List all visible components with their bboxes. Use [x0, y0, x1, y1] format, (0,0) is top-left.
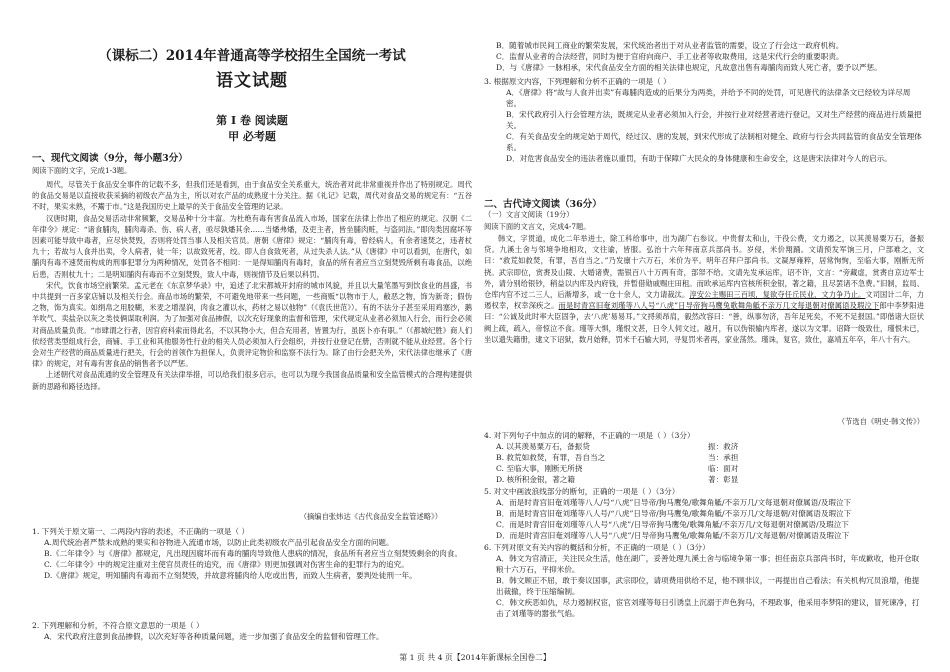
passage-source: （摘编自张炜达《古代食品安全监管述略》）: [299, 512, 442, 521]
question-2: [32, 620, 472, 642]
passage-paragraph-4: 上述朝代对食品流通的安全管理及有关法律举措，可以给我们很多启示，也可以为现今我国食品质量和安全监管模式的合理构建提供新的思路和路径选择。: [32, 370, 472, 391]
section2-instruction: 阅读下面的文言文，完成4-7题。: [484, 222, 591, 231]
question-2-option-d: D．与《唐律》一脉相承，宋代食品安全方面的相关法律也规定，凡故意出售有毒脯肉而致人死亡者，要予以严惩。: [496, 63, 882, 72]
passage-part-2: 文司国计二年，力遏权幸，权幸深疾之。: [484, 290, 925, 311]
question-2-stem: 2. 下列理解和分析，不符合原文意思的一项是（ ）: [32, 621, 204, 630]
question-6-stem: 6. 下列对原文有关内容的概括和分析，不正确的一项是（ ）（3分）: [484, 543, 710, 552]
volume-title: 第 I 卷 阅读题: [216, 114, 288, 127]
section1-heading: 一、现代文阅读（9分，每小题3分）: [32, 153, 188, 164]
question-6: [484, 542, 924, 619]
question-1-option-c: C.《二年律令》中的规定注重对主使官员责任的追究，而《唐律》则更加强调对伤害生命的犯罪行为的追究。: [44, 560, 409, 569]
classical-passage: [484, 233, 924, 345]
passage-paragraph-2: 汉唐时期，食品交易活动非常频繁，交易品种十分丰富。为杜绝有毒有害食品流入市场，国家在法律上作出了相应的规定。汉朝《二年律令》规定：“诸食脯肉，脯肉毒杀、伤、病人者，亟尽孰燔其余……当燔弗燔，及吏主者，皆坐脯肉赃，与盗同法。”即肉类因腐坏等因素可能导致中毒者，应尽快焚毁，否则将处罚当事人及相关官员。唐朝《唐律》规定：“脯肉有毒，曾经病人，有余者速焚之，违者杖九十；若故与人食并出卖，令人病者，徒一年；以故致死者，绞。即人自食致死者，从过失杀人法。”从《唐律》中可以看到，在唐代，如脯肉有毒不速焚而构成的刑事犯罪分为两种情况，处罚各不相同：一是得知脯肉有毒时，食品的所有者应当立刻焚毁所剩有毒食品，以绝后患，否则杖九十；二是明知脯肉有毒而不立刻焚毁，致人中毒，则视情节及后果以科罚。: [32, 213, 472, 279]
question-4-options: [484, 441, 924, 485]
exam-title: （课标二）2014年普通高等学校招生全国统一考试: [98, 48, 406, 64]
question-2-option-a: A．宋代政府注意到食品掺假，以次充好等各种质量问题，进一步加强了食品安全的监督和管理工作。: [44, 632, 384, 641]
question-3-stem: 3. 根据原文内容，下列理解和分析不正确的一项是（ ）: [484, 77, 671, 86]
question-6-option-c: C．韩文疾恶如仇，尽力遏制权宦，宦官刘瑾等每日引诱皇上沉溺于声色狗马，不理政事，他采用李梦阳的建议，冒死谏净，打击了刘瑾等的嚣张气焰。: [496, 598, 920, 618]
passage-paragraph-1: 周代，尽管关于食品安全事件的记载不多，但我们还是看到，由于食品安全关系重大，统治者对此非常重视并作出了特别规定。周代的食品交易是以直接收获采摘的初级农产品为主，所以对农产品的成熟度十分关注。据《礼记》记载，周代对食品交易的规定有：“五谷不时，果实未熟，不鬻于市。”这是我国历史上最早的关于食品安全管理的记录。: [32, 180, 472, 212]
question-1-option-b: B.《二年律令》与《唐律》都规定，凡出现因腐坏而有毒的脯肉导致他人患病的情况，食品所有者应当立刻焚毁剩余的肉食。: [44, 549, 463, 558]
question-6-option-b: B．韩文顾正不屈，敢于奏议国事，武宗即位，请项费用供给不足，他不顾非议，一再提出自己看法；有关机构冗员浪增，他提出裁撤，终于压缩编制。: [496, 576, 920, 596]
reading-passage: [32, 179, 472, 392]
question-2-continued: [484, 40, 924, 73]
subject-title: 语文试题: [216, 71, 288, 91]
question-5-option-b: B．而是时青宫旧奄刘瑾等八人号/“八虎”日导帝/狗马鹰兔/歌舞角觝/不亲万几/文每退朝/对僚属语及瑕泣下: [496, 509, 852, 518]
question-5-option-a: A．而是时青宫旧奄刘瑾等八人/号“八虎”日导帝/狗马鹰兔/歌舞角觝/不亲万几/文每退朝对僚属语/及瑕泣下: [496, 498, 852, 507]
passage-part-1: 韩文，字贯道，成化二年举进士，除工科给事中，出为湖广右参议。中贵督太和山，干役公费，文力遏之，以其羡易粟万石，备振贷。九溪土舍与邻境争地相攻，文往谕，皆服。弘治十六年拜南京兵部尚书。岁侵，米价翔踊。文请预发军饷三月，户部难之，文曰：“救荒如救焚，有罪，吾自当之。”乃发廪十六万石，米价为平。明年召拜户部尚书。文凝厚雍粹，居常恂恂，至临大事，刚断无所挠。武宗即位，赏赉及山陵、大婚诸费，需银百八十万两有奇，部帑不给。文请先发承运库，诏不许，文言：“旁藏虚，赏赉自京边军士外，请分别给银钞，稍益以内库及内府钱，并暂借勋戚赐庄田租。而欧承运库内官核所积金银，著之籍，且尽罢诸不急费。”旧制，监局、仓库内官不过二三人，后渐增多，或一仓十余人，文力请裁汰。: [484, 234, 924, 300]
page-footer: 第 1 页 共 4 页【2014年新课标全国卷二】: [399, 653, 551, 662]
question-5-option-c: C．而是时青宫旧奄刘瑾等八人号“八虎”/日导帝狗马鹰兔/歌舞角觝/不亲万几/文每退朝对僚属语/及瑕泣下: [496, 520, 849, 529]
question-2-option-b: B．随着城市民间工商业的繁荣发展，宋代统治者出于对从业者监管的需要，设立了行会这一政府机构。: [496, 41, 844, 50]
subsection-heading: （一）文言文阅读（19分）: [484, 210, 574, 219]
question-1-option-a: A.周代统治者严禁未成熟的果实和谷物进入流通市场，以防止此类初级农产品引起食品安全方面的问题。: [44, 538, 394, 547]
question-4-option-b: B. 救荒如救焚，有罪，吾自当之 当：承担: [496, 453, 739, 462]
question-1: [32, 526, 472, 581]
question-3-option-d: D．对危害食品安全的违法者施以重罚，有助于保障广大民众的身体健康和生命安全，这是唐宋法律对今人的启示。: [506, 154, 892, 163]
question-4-option-d: D. 核所积金银，著之籍 著：彰显: [496, 475, 739, 484]
question-3: [484, 76, 924, 164]
question-5-stem: 5. 对文中画波浪线部分的断句，正确的一项是（ ）（3分）: [484, 487, 680, 496]
question-5-option-d: D．而是时青宫旧奄刘瑾等八人号“八虎”/日导帝狗马鹰兔/歌舞角觝/不亲万几/文每退朝/对僚属语及瑕泣下: [496, 531, 850, 540]
classical-passage-text: [484, 233, 924, 345]
passage-paragraph-3: 宋代，饮食市场空前繁荣。孟元老在《东京梦华录》中，追述了北宋都城开封府的城市风貌，并且以大量笔墨写到饮食业的昌盛，书中共提到一百多家店铺以及相关行会。商品市场的繁荣，不可避免地带来一些问题，一些商贩“以物市于人，敝恶之物，饰为新奇；假伪之物，饰为真实。如绢帛之用胶糊，米麦之增湿润，肉食之灌以水，药材之易以他物”（《袁氏世范》）。有的不法分子甚至采用鸡塞沙，鹅羊吹气、卖盐杂以灰之类伎俩谋取利润。为了加强对食品掺假，以次充好现象的监督和管理，宋代规定从业者必须加入行会，而行会必须对商品质量负责。“市肆谓之行者，因官府科索而得此名，不以其物小大，但合充用者，皆置为行，虽医卜亦有职。”（《都城纪胜》商人们依经营类型组成行会，商铺、手工业和其他服务性行业的相关人员必须加入行会组织，并按行业登记在册，否则就不能从业经营。各个行会对生产经营的商品质量进行把关，行会的首领作为担保人，负责评定物价和监察不法行为。除了由行会把关外，宋代法律也继承了《唐律》的规定，对有毒有害食品的销售者予以严惩。: [32, 280, 472, 369]
question-3-option-b: B．宋代政府引入行会管理方法，既规定从业者必须加入行会，并按行业对经营者进行登记，又对生产经营的商品进行质量把关。: [506, 110, 922, 130]
question-3-option-c: C．有关食品安全的规定始于周代，经过汉、唐的发展，到宋代形成了法制相对健全、政府与行会共同监管的食品安全管理体系。: [506, 132, 922, 152]
question-3-option-a: A．《唐律》将“故与人食并出卖”有毒脯肉造成的后果分为两类，并给予不同的处罚，可见唐代的法律条文已经较为详尽周密。: [506, 88, 911, 108]
question-4-stem: 4. 对下列句子中加点的词的解释，不正确的一项是（ ）（3分）: [484, 431, 695, 440]
section2-heading: 二、古代诗文阅读（36分）: [484, 199, 602, 210]
classical-source: （节选自《明史·韩文传》）: [837, 417, 924, 426]
question-1-option-d: D.《唐律》规定，明知脯肉有毒而不立刻焚毁，并故意将脯肉给人吃或出售，而致人生病者，要判处徒刑一年。: [44, 571, 417, 580]
straight-underline-sentence: 淳安公主赐田三百顷，复欲夺任丘民业，文力争乃止。: [689, 290, 866, 300]
question-2-option-c: C．监督从业者的合法经营，同时为便于官府向商户、手工业者等收取费用，这是宋代行会的重要职责。: [496, 52, 844, 61]
section1-instruction: 阅读下面的文字，完成1-3题。: [32, 166, 132, 175]
question-1-stem: 1. 下列关于原文第一、二两段内容的表述，不正确的一项是（ ）: [32, 527, 250, 536]
question-4-option-a: A. 以其羡易粟万石，备振贷 振：救济: [496, 442, 739, 451]
question-6-option-a: A．韩文为官清正，关注民众生活，他在湖广，妥善处理九溪土舍与临境争第一事；担任南京兵部尚书时，年成歉收，他开仓取粮十六万石，平抑米价。: [496, 554, 920, 574]
question-5: [484, 486, 924, 541]
question-4: [484, 430, 924, 441]
question-4-option-c: C. 至临大事，刚断无所挠 临：面对: [496, 464, 739, 473]
wavy-underline-sentence: 而是时青宫旧奄刘瑾等八人号“八虎”日导帝狗马鹰兔歌舞角觝不亲万几文每退朝对僚属语及瑕泣下: [558, 301, 880, 311]
passage-part-3: 郎中李梦阳进曰：“公诚及此时率大臣固争，去‘八虎’易易耳。”文捋须昂肩，毅然改容曰：“善，纵事勿济，吾年足死矣，不死不足报国。”即偕诸大臣伏阙上疏，疏入，帝惊泣不食。瑾等大惧，瑾恨文甚，日令人伺文过。越月，有以伪银输内库者，遂以为文罪。诏降一级致仕，瑾恨未已，坐以遗失籍册，逮文下诏狱，数月始释，罚米千石输大同，寻复罚米者再，家业荡然。瑾诛，复官，致仕，嘉靖五年卒，年八十有六。: [484, 301, 924, 344]
part-title: 甲 必考题: [228, 130, 276, 143]
